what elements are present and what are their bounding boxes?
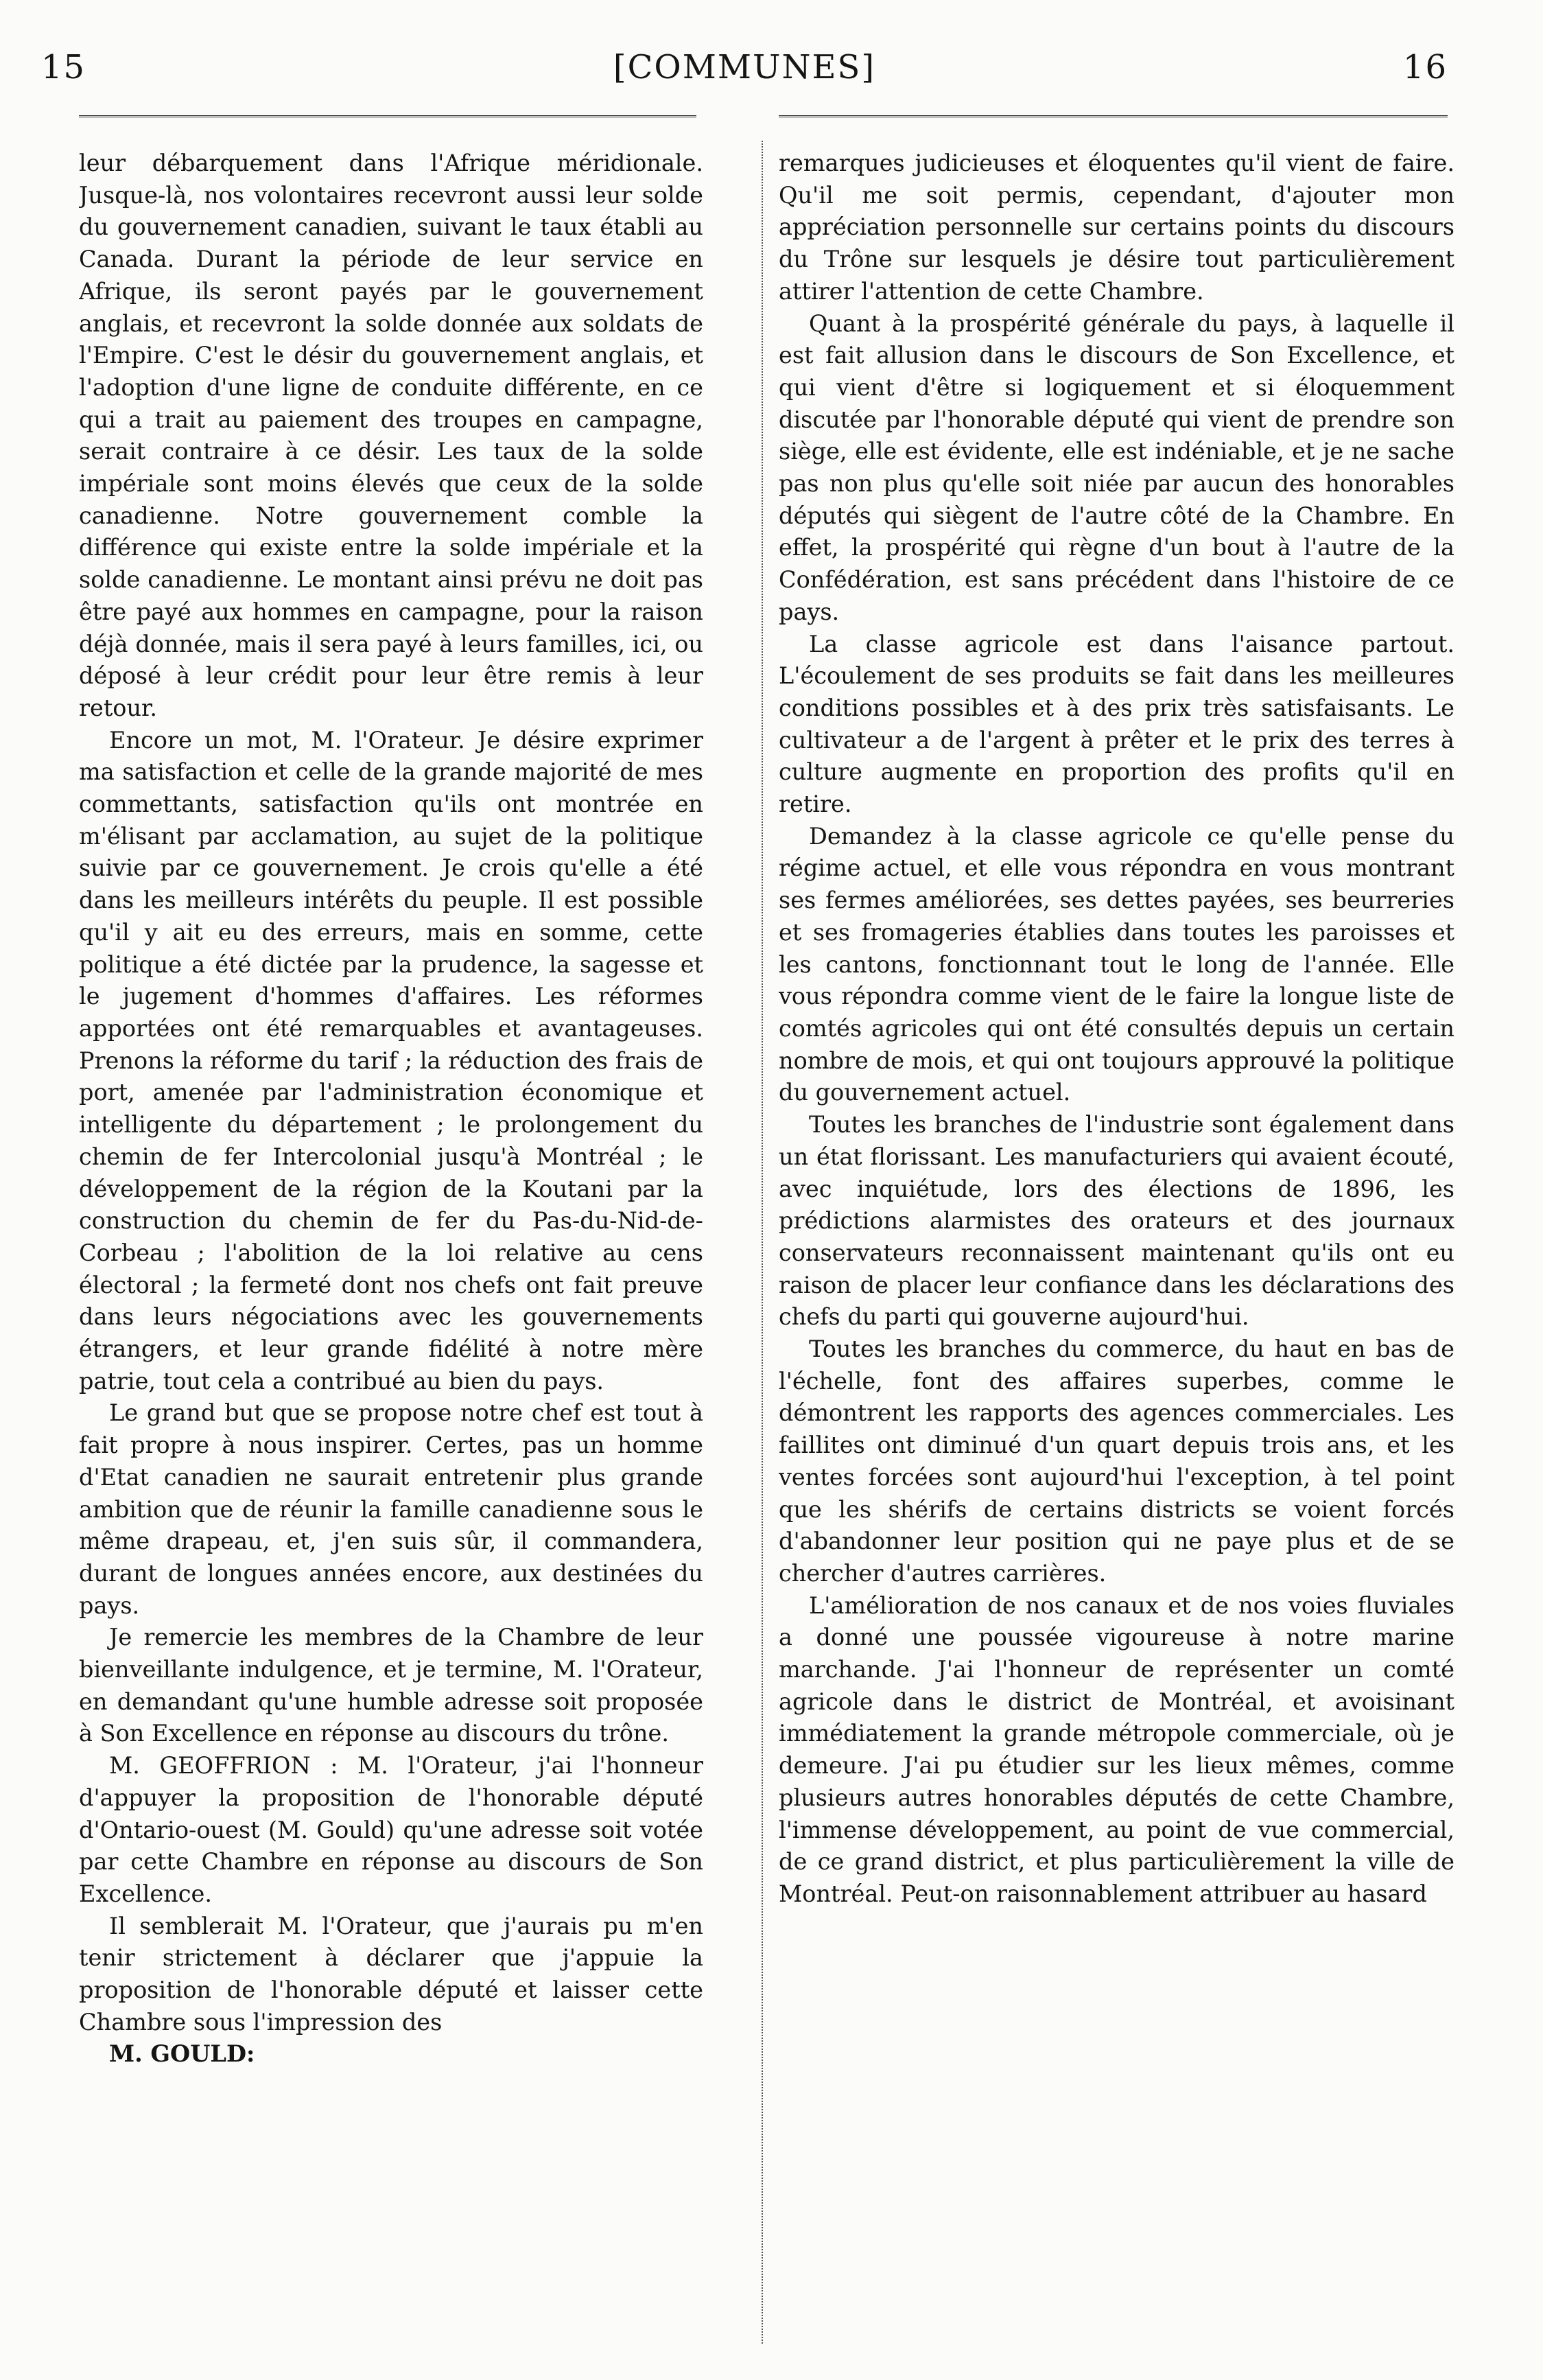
paragraph: Toutes les branches de l'industrie sont également dans un état florissant. Les manufacturiers qui avaient écouté, avec inquiétude, lors des élections de 1896, les prédictions alarmistes des orateurs et des journaux conservateurs reconnaissent maintenant qu'ils ont eu raison de placer leur confiance dans les déclarations des chefs du parti qui gouverne aujourd'hui. bbox=[779, 1111, 1454, 1331]
paragraph: La classe agricole est dans l'aisance partout. L'écoulement de ses produits se fait dans les meilleures conditions possibles et à des prix très satisfaisants. Le cultivateur a de l'argent à prêter et le prix des terres à culture augmente en proportion des profits qu'il en retire. bbox=[779, 630, 1454, 818]
paragraph: Il semblerait M. l'Orateur, que j'aurais pu m'en tenir strictement à déclarer que j'appuie la proposition de l'honorable député et laisser cette Chambre sous l'impression des bbox=[79, 1912, 703, 2035]
paragraph: Quant à la prospérité générale du pays, à laquelle il est fait allusion dans le discours de Son Excellence, et qui vient d'être si logiquement et si éloquemment discutée par l'honorable député qui vient de prendre son siège, elle est évidente, elle est indéniable, et je ne sache pas non plus qu'elle soit niée par aucun des honorables députés qui siègent de l'autre côté de la Chambre. En effet, la prospérité qui règne d'un bout à l'autre de la Confédération, est sans précédent dans l'histoire de ce pays. bbox=[779, 310, 1454, 625]
page-number-left: 15 bbox=[41, 48, 86, 86]
paragraph: M. GEOFFRION : M. l'Orateur, j'ai l'honneur d'appuyer la proposition de l'honorable député d'Ontario-ouest (M. Gould) qu'une adresse soit votée par cette Chambre en réponse au discours de Son Excellence. bbox=[79, 1752, 703, 1907]
paragraph: Toutes les branches du commerce, du haut en bas de l'échelle, font des affaires superbes, comme le démontrent les rapports des agences commerciales. Les faillites ont diminué d'un quart depuis trois ans, et les ventes forcées sont aujourd'hui l'exception, à tel point que les shérifs de certains districts se voient forcés d'abandonner leur position qui ne paye plus et de se chercher d'autres carrières. bbox=[779, 1335, 1454, 1587]
running-title: [COMMUNES] bbox=[613, 48, 876, 86]
paragraph: Demandez à la classe agricole ce qu'elle pense du régime actuel, et elle vous répondra en vous montrant ses fermes améliorées, ses dettes payées, ses beurreries et ses fromageries établies dans toutes les paroisses et les cantons, fonctionnant tout le long de l'année. Elle vous répondra comme vient de le faire la longue liste de comtés agricoles qui ont été consultés depuis un certain nombre de mois, et qui ont toujours approuvé la politique du gouvernement actuel. bbox=[779, 822, 1454, 1106]
left-column bbox=[79, 148, 703, 2347]
header-rule-right bbox=[779, 115, 1448, 117]
speaker-label: M. GOULD: bbox=[109, 2040, 255, 2068]
paragraph: remarques judicieuses et éloquentes qu'il vient de faire. Qu'il me soit permis, cependant, d'ajouter mon appréciation personnelle sur certains points du discours du Trône sur lesquels je désire tout particulièrement attirer l'attention de cette Chambre. bbox=[779, 150, 1454, 305]
page-header bbox=[41, 48, 1448, 96]
paragraph: Je remercie les membres de la Chambre de leur bienveillante indulgence, et je termine, M. l'Orateur, en demandant qu'une humble adresse soit proposée à Son Excellence en réponse au discours du trône. bbox=[79, 1624, 703, 1747]
page-number-right: 16 bbox=[1402, 48, 1448, 86]
paragraph: Le grand but que se propose notre chef est tout à fait propre à nous inspirer. Certes, pas un homme d'Etat canadien ne saurait entretenir plus grande ambition que de réunir la famille canadienne sous le même drapeau, et, j'en suis sûr, il commandera, durant de longues années encore, aux destinées du pays. bbox=[79, 1399, 703, 1619]
column-divider bbox=[762, 141, 763, 2344]
header-rule-left bbox=[79, 115, 696, 117]
right-column bbox=[779, 148, 1454, 2347]
paragraph: Encore un mot, M. l'Orateur. Je désire exprimer ma satisfaction et celle de la grande majorité de mes commettants, satisfaction qu'ils ont montrée en m'élisant par acclamation, au sujet de la politique suivie par ce gouvernement. Je crois qu'elle a été dans les meilleurs intérêts du peuple. Il est possible qu'il y ait eu des erreurs, mais en somme, cette politique a été dictée par la prudence, la sagesse et le jugement d'hommes d'affaires. Les réformes apportées ont été remarquables et avantageuses. Prenons la réforme du tarif ; la réduction des frais de port, amenée par l'administration économique et intelligente du département ; le prolongement du chemin de fer Intercolonial jusqu'à Montréal ; le développement de la région de la Koutani par la construction du chemin de fer du Pas-du-Nid-de-Corbeau ; l'abolition de la loi relative au cens électoral ; la fermeté dont nos chefs ont fait preuve dans leurs négociations avec les gouvernements étrangers, et leur grande fidélité à notre mère patrie, tout cela a contribué au bien du pays. bbox=[79, 726, 703, 1395]
paragraph: leur débarquement dans l'Afrique méridionale. Jusque-là, nos volontaires recevront aussi leur solde du gouvernement canadien, suivant le taux établi au Canada. Durant la période de leur service en Afrique, ils seront payés par le gouvernement anglais, et recevront la solde donnée aux soldats de l'Empire. C'est le désir du gouvernement anglais, et l'adoption d'une ligne de conduite différente, en ce qui a trait au paiement des troupes en campagne, serait contraire à ce désir. Les taux de la solde impériale sont moins élevés que ceux de la solde canadienne. Notre gouvernement comble la différence qui existe entre la solde impériale et la solde canadienne. Le montant ainsi prévu ne doit pas être payé aux hommes en campagne, pour la raison déjà donnée, mais il sera payé à leurs familles, ici, ou déposé à leur crédit pour leur être remis à leur retour. bbox=[79, 150, 703, 721]
paragraph: L'amélioration de nos canaux et de nos voies fluviales a donné une poussée vigoureuse à notre marine marchande. J'ai l'honneur de représenter un comté agricole dans le district de Montréal, et avoisinant immédiatement la grande métropole commerciale, où je demeure. J'ai pu étudier sur les lieux mêmes, comme plusieurs autres honorables députés de cette Chambre, l'immense développement, au point de vue commercial, de ce grand district, et plus particulièrement la ville de Montréal. Peut-on raisonnablement attribuer au hasard bbox=[779, 1591, 1454, 1907]
